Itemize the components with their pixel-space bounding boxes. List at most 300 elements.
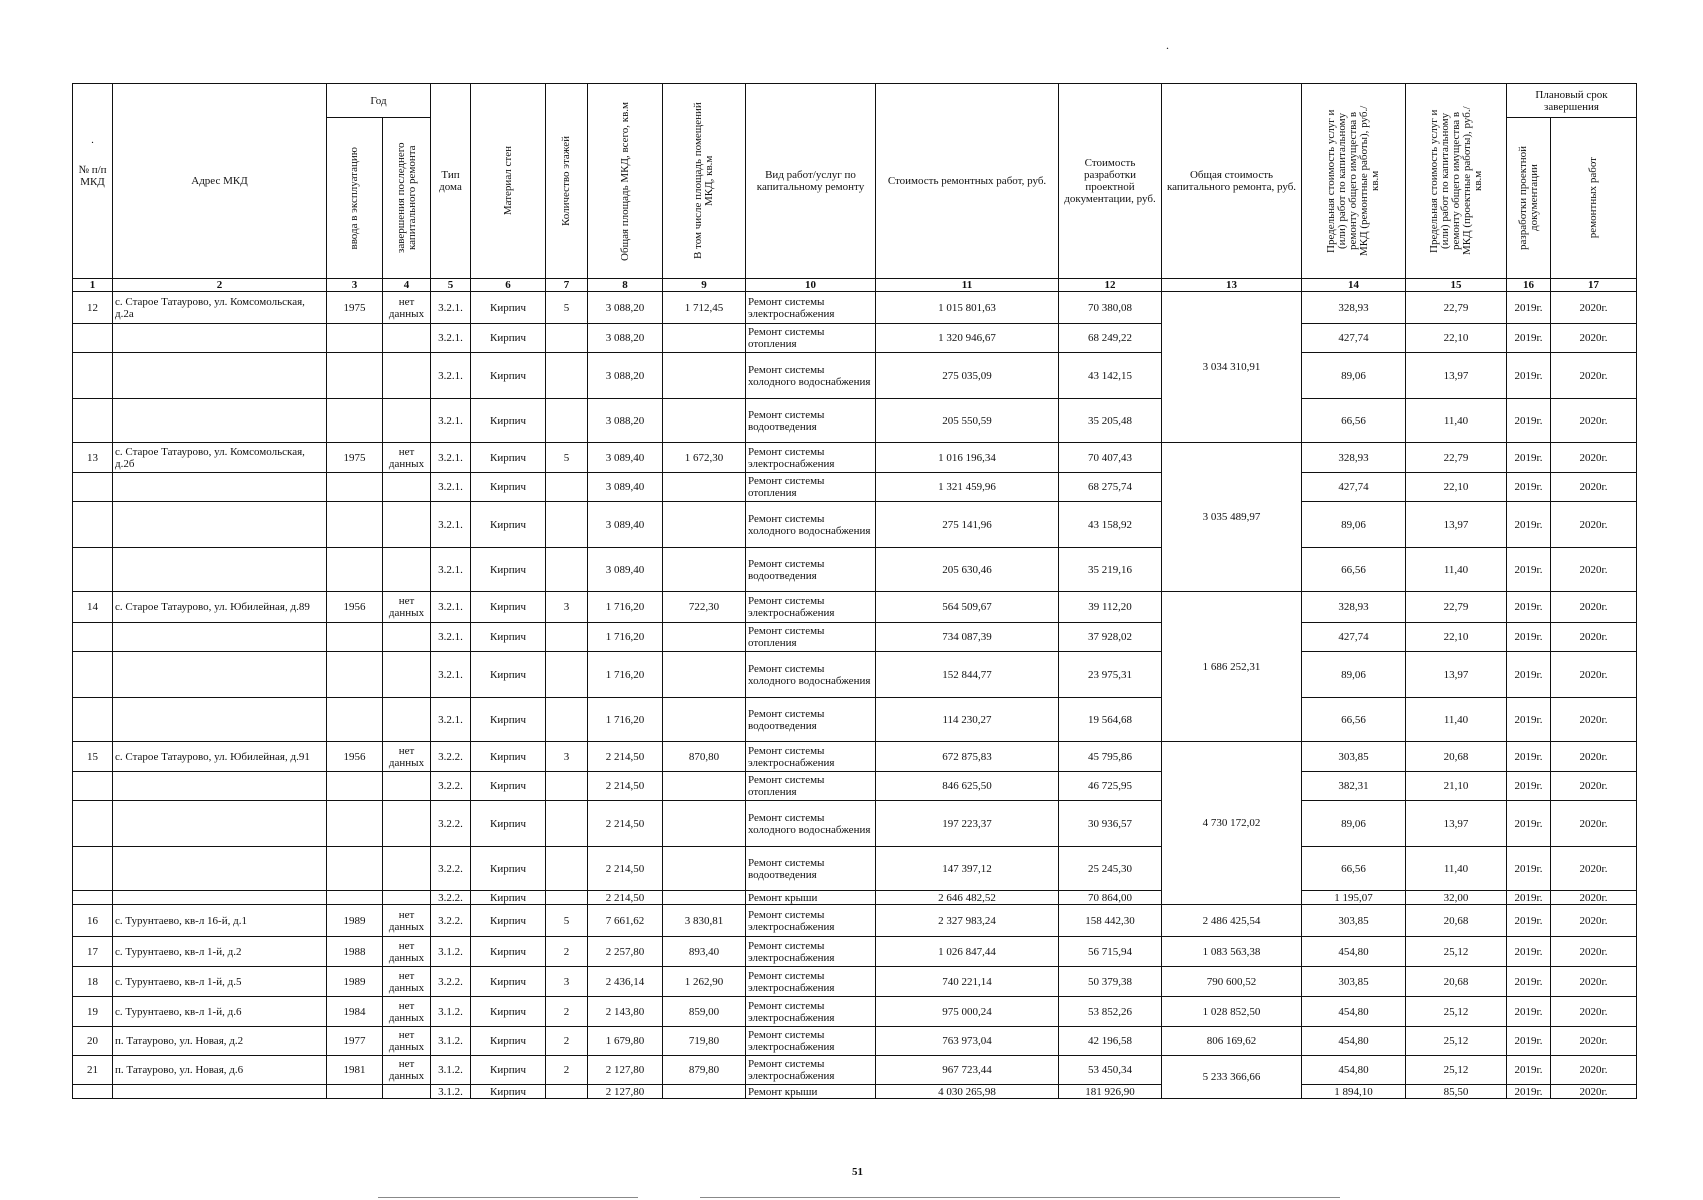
cell-limit-repair: 66,56 (1302, 847, 1406, 891)
cell-year-last-repair (383, 548, 431, 592)
cell-deadline-design: 2019г. (1507, 292, 1551, 324)
cell-repair-cost: 197 223,37 (876, 801, 1059, 847)
cell-work-type: Ремонт системы отопления (746, 473, 876, 502)
header-n: . № п/п МКД (73, 84, 113, 279)
cell-house-type: 3.1.2. (431, 1085, 471, 1099)
cell-total-cost: 4 730 172,02 (1162, 742, 1302, 905)
cell-year-last-repair (383, 473, 431, 502)
cell-mkd-number: 16 (73, 905, 113, 937)
header-design-cost: Стоимость разработки проектной документации, руб. (1059, 84, 1162, 279)
header-address: Адрес МКД (113, 84, 327, 279)
cell-total-area: 2 214,50 (588, 772, 663, 801)
cell-limit-design: 22,10 (1406, 623, 1507, 652)
cell-year-commission: 1984 (327, 997, 383, 1027)
cell-premises-area (663, 801, 746, 847)
cell-premises-area (663, 623, 746, 652)
cell-address: с. Старое Татаурово, ул. Юбилейная, д.91 (113, 742, 327, 772)
cell-work-type: Ремонт системы электроснабжения (746, 592, 876, 623)
cell-work-type: Ремонт системы холодного водоснабжения (746, 801, 876, 847)
cell-limit-design: 20,68 (1406, 905, 1507, 937)
cell-house-type: 3.2.1. (431, 502, 471, 548)
cell-repair-cost: 734 087,39 (876, 623, 1059, 652)
cell-repair-cost: 975 000,24 (876, 997, 1059, 1027)
cell-work-type: Ремонт системы электроснабжения (746, 1027, 876, 1056)
cell-limit-repair: 1 195,07 (1302, 891, 1406, 905)
cell-mkd-number (73, 473, 113, 502)
cell-address (113, 324, 327, 353)
cell-work-type: Ремонт системы электроснабжения (746, 967, 876, 997)
cell-repair-cost: 1 321 459,96 (876, 473, 1059, 502)
cell-total-cost: 5 233 366,66 (1162, 1056, 1302, 1099)
cell-year-last-repair (383, 353, 431, 399)
cell-year-commission: 1956 (327, 742, 383, 772)
cell-work-type: Ремонт системы электроснабжения (746, 1056, 876, 1085)
cell-design-cost: 39 112,20 (1059, 592, 1162, 623)
cell-year-last-repair (383, 772, 431, 801)
cell-limit-design: 11,40 (1406, 847, 1507, 891)
cell-house-type: 3.2.1. (431, 324, 471, 353)
cell-year-last-repair (383, 801, 431, 847)
cell-floors: 3 (546, 742, 588, 772)
cell-premises-area: 859,00 (663, 997, 746, 1027)
table-row (73, 502, 1637, 548)
cell-limit-repair: 1 894,10 (1302, 1085, 1406, 1099)
cell-limit-repair: 328,93 (1302, 443, 1406, 473)
cell-deadline-design: 2019г. (1507, 891, 1551, 905)
header-deadline-design: разработки проектной документации (1507, 118, 1551, 279)
cell-deadline-design: 2019г. (1507, 1085, 1551, 1099)
cell-total-area: 2 257,80 (588, 937, 663, 967)
cell-wall-material: Кирпич (471, 801, 546, 847)
cell-floors (546, 801, 588, 847)
cell-premises-area: 870,80 (663, 742, 746, 772)
cell-work-type: Ремонт системы водоотведения (746, 847, 876, 891)
cell-wall-material: Кирпич (471, 742, 546, 772)
header-total-area: Общая площадь МКД, всего, кв.м (588, 84, 663, 279)
cell-mkd-number (73, 353, 113, 399)
cell-total-area: 3 089,40 (588, 473, 663, 502)
cell-address: с. Турунтаево, кв-л 1-й, д.5 (113, 967, 327, 997)
cell-total-area: 3 088,20 (588, 324, 663, 353)
cell-design-cost: 68 249,22 (1059, 324, 1162, 353)
cell-mkd-number (73, 548, 113, 592)
cell-total-area: 2 143,80 (588, 997, 663, 1027)
cell-wall-material: Кирпич (471, 905, 546, 937)
cell-limit-design: 11,40 (1406, 399, 1507, 443)
cell-limit-design: 25,12 (1406, 997, 1507, 1027)
cell-floors: 2 (546, 997, 588, 1027)
cell-house-type: 3.2.1. (431, 443, 471, 473)
cell-deadline-repair: 2020г. (1551, 548, 1637, 592)
cell-limit-design: 11,40 (1406, 548, 1507, 592)
cell-house-type: 3.1.2. (431, 1027, 471, 1056)
cell-house-type: 3.2.2. (431, 801, 471, 847)
cell-floors (546, 891, 588, 905)
cell-deadline-design: 2019г. (1507, 473, 1551, 502)
top-mark: . (1166, 38, 1169, 52)
cell-deadline-repair: 2020г. (1551, 742, 1637, 772)
cell-repair-cost: 763 973,04 (876, 1027, 1059, 1056)
cell-floors (546, 353, 588, 399)
cell-deadline-repair: 2020г. (1551, 937, 1637, 967)
cell-limit-design: 20,68 (1406, 742, 1507, 772)
cell-wall-material: Кирпич (471, 652, 546, 698)
table-row (73, 592, 1637, 623)
cell-address (113, 652, 327, 698)
cell-mkd-number (73, 1085, 113, 1099)
cell-year-commission (327, 772, 383, 801)
cell-mkd-number: 20 (73, 1027, 113, 1056)
cell-total-area: 1 716,20 (588, 698, 663, 742)
cell-work-type: Ремонт системы холодного водоснабжения (746, 652, 876, 698)
cell-mkd-number (73, 502, 113, 548)
cell-total-area: 3 088,20 (588, 292, 663, 324)
cell-work-type: Ремонт крыши (746, 1085, 876, 1099)
cell-deadline-repair: 2020г. (1551, 905, 1637, 937)
cell-premises-area (663, 1085, 746, 1099)
header-work: Вид работ/услуг по капитальному ремонту (746, 84, 876, 279)
header-premises-area: В том числе площадь помещений МКД, кв.м (663, 84, 746, 279)
cell-deadline-design: 2019г. (1507, 592, 1551, 623)
cell-premises-area (663, 891, 746, 905)
cell-deadline-repair: 2020г. (1551, 1085, 1637, 1099)
cell-mkd-number (73, 772, 113, 801)
cell-deadline-design: 2019г. (1507, 353, 1551, 399)
table-row (73, 652, 1637, 698)
cell-address (113, 399, 327, 443)
cell-wall-material: Кирпич (471, 847, 546, 891)
cell-deadline-design: 2019г. (1507, 399, 1551, 443)
cell-design-cost: 181 926,90 (1059, 1085, 1162, 1099)
cell-wall-material: Кирпич (471, 698, 546, 742)
cell-premises-area (663, 473, 746, 502)
cell-repair-cost: 114 230,27 (876, 698, 1059, 742)
cell-work-type: Ремонт системы электроснабжения (746, 937, 876, 967)
cell-year-commission (327, 502, 383, 548)
cell-mkd-number: 19 (73, 997, 113, 1027)
cell-repair-cost: 205 550,59 (876, 399, 1059, 443)
table-row (73, 997, 1637, 1027)
cell-premises-area: 1 672,30 (663, 443, 746, 473)
cell-floors (546, 473, 588, 502)
header-floors: Количество этажей (546, 84, 588, 279)
cell-mkd-number (73, 698, 113, 742)
cell-limit-design: 22,79 (1406, 592, 1507, 623)
cell-premises-area (663, 399, 746, 443)
cell-year-last-repair: нет данных (383, 443, 431, 473)
cell-limit-design: 13,97 (1406, 502, 1507, 548)
cell-limit-design: 20,68 (1406, 967, 1507, 997)
cell-deadline-design: 2019г. (1507, 905, 1551, 937)
cell-premises-area (663, 502, 746, 548)
cell-year-commission (327, 891, 383, 905)
cell-year-commission: 1988 (327, 937, 383, 967)
cell-total-cost: 1 028 852,50 (1162, 997, 1302, 1027)
cell-wall-material: Кирпич (471, 473, 546, 502)
header-repair-cost: Стоимость ремонтных работ, руб. (876, 84, 1059, 279)
cell-floors (546, 502, 588, 548)
cell-deadline-design: 2019г. (1507, 847, 1551, 891)
cell-repair-cost: 1 016 196,34 (876, 443, 1059, 473)
cell-limit-design: 13,97 (1406, 801, 1507, 847)
cell-floors (546, 324, 588, 353)
cell-limit-repair: 328,93 (1302, 292, 1406, 324)
cell-mkd-number (73, 891, 113, 905)
cell-floors: 2 (546, 1056, 588, 1085)
cell-deadline-repair: 2020г. (1551, 399, 1637, 443)
cell-year-commission: 1977 (327, 1027, 383, 1056)
cell-house-type: 3.2.2. (431, 891, 471, 905)
cell-deadline-design: 2019г. (1507, 548, 1551, 592)
table-row (73, 698, 1637, 742)
cell-limit-repair: 454,80 (1302, 1027, 1406, 1056)
cell-mkd-number: 17 (73, 937, 113, 967)
cell-limit-design: 22,79 (1406, 443, 1507, 473)
cell-repair-cost: 2 646 482,52 (876, 891, 1059, 905)
cell-year-commission (327, 698, 383, 742)
cell-premises-area (663, 324, 746, 353)
cell-mkd-number: 15 (73, 742, 113, 772)
cell-work-type: Ремонт системы водоотведения (746, 399, 876, 443)
cell-total-area: 2 214,50 (588, 801, 663, 847)
cell-wall-material: Кирпич (471, 292, 546, 324)
header-material: Материал стен (471, 84, 546, 279)
cell-address (113, 623, 327, 652)
header-corner-mark: . (91, 134, 94, 146)
cell-deadline-repair: 2020г. (1551, 353, 1637, 399)
cell-address (113, 548, 327, 592)
cell-limit-repair: 66,56 (1302, 399, 1406, 443)
cell-wall-material: Кирпич (471, 548, 546, 592)
cell-address: с. Турунтаево, кв-л 1-й, д.6 (113, 997, 327, 1027)
table-body (73, 292, 1637, 1099)
cell-premises-area (663, 698, 746, 742)
cell-design-cost: 56 715,94 (1059, 937, 1162, 967)
cell-year-last-repair (383, 891, 431, 905)
cell-house-type: 3.2.1. (431, 292, 471, 324)
cell-year-commission (327, 353, 383, 399)
cell-year-commission (327, 324, 383, 353)
cell-year-last-repair (383, 652, 431, 698)
cell-deadline-design: 2019г. (1507, 443, 1551, 473)
cell-limit-repair: 89,06 (1302, 652, 1406, 698)
cell-address (113, 772, 327, 801)
cell-deadline-design: 2019г. (1507, 997, 1551, 1027)
cell-limit-design: 25,12 (1406, 1027, 1507, 1056)
cell-wall-material: Кирпич (471, 353, 546, 399)
cell-limit-repair: 427,74 (1302, 324, 1406, 353)
cell-year-last-repair: нет данных (383, 997, 431, 1027)
cell-design-cost: 19 564,68 (1059, 698, 1162, 742)
cell-year-last-repair: нет данных (383, 292, 431, 324)
cell-design-cost: 68 275,74 (1059, 473, 1162, 502)
cell-limit-repair: 66,56 (1302, 698, 1406, 742)
cell-deadline-repair: 2020г. (1551, 502, 1637, 548)
cell-work-type: Ремонт системы электроснабжения (746, 292, 876, 324)
cell-work-type: Ремонт крыши (746, 891, 876, 905)
cell-year-commission (327, 652, 383, 698)
cell-repair-cost: 846 625,50 (876, 772, 1059, 801)
cell-limit-repair: 89,06 (1302, 353, 1406, 399)
cell-total-area: 2 436,14 (588, 967, 663, 997)
cell-premises-area: 3 830,81 (663, 905, 746, 937)
cell-total-area: 7 661,62 (588, 905, 663, 937)
cell-limit-repair: 66,56 (1302, 548, 1406, 592)
cell-repair-cost: 967 723,44 (876, 1056, 1059, 1085)
header-year-commission: ввода в эксплуатацию (327, 118, 383, 279)
cell-premises-area: 893,40 (663, 937, 746, 967)
cell-floors: 5 (546, 905, 588, 937)
cell-design-cost: 70 380,08 (1059, 292, 1162, 324)
cell-work-type: Ремонт системы отопления (746, 324, 876, 353)
cell-limit-repair: 303,85 (1302, 742, 1406, 772)
cell-limit-design: 13,97 (1406, 353, 1507, 399)
table-row (73, 292, 1637, 324)
cell-floors (546, 772, 588, 801)
table-row (73, 623, 1637, 652)
repair-table (72, 83, 1637, 1099)
column-numbers-row: 1 2 3 4 5 6 7 8 9 10 11 12 13 14 15 16 17 (73, 279, 1637, 292)
cell-house-type: 3.2.1. (431, 353, 471, 399)
cell-deadline-design: 2019г. (1507, 698, 1551, 742)
cell-address (113, 698, 327, 742)
cell-house-type: 3.2.2. (431, 967, 471, 997)
cell-deadline-repair: 2020г. (1551, 623, 1637, 652)
cell-floors (546, 698, 588, 742)
cell-design-cost: 46 725,95 (1059, 772, 1162, 801)
cell-limit-repair: 454,80 (1302, 937, 1406, 967)
cell-design-cost: 53 450,34 (1059, 1056, 1162, 1085)
header-year-group: Год (327, 84, 431, 118)
cell-limit-repair: 382,31 (1302, 772, 1406, 801)
cell-wall-material: Кирпич (471, 1085, 546, 1099)
cell-deadline-design: 2019г. (1507, 1027, 1551, 1056)
cell-year-last-repair: нет данных (383, 742, 431, 772)
cell-mkd-number (73, 324, 113, 353)
cell-deadline-repair: 2020г. (1551, 801, 1637, 847)
cell-year-last-repair (383, 1085, 431, 1099)
bottom-scan-line (700, 1197, 1340, 1198)
cell-floors (546, 623, 588, 652)
cell-year-last-repair: нет данных (383, 1056, 431, 1085)
cell-wall-material: Кирпич (471, 592, 546, 623)
cell-house-type: 3.2.2. (431, 847, 471, 891)
table-row (73, 772, 1637, 801)
cell-repair-cost: 672 875,83 (876, 742, 1059, 772)
cell-limit-repair: 454,80 (1302, 1056, 1406, 1085)
cell-work-type: Ремонт системы холодного водоснабжения (746, 353, 876, 399)
cell-deadline-repair: 2020г. (1551, 1056, 1637, 1085)
cell-address: с. Старое Татаурово, ул. Юбилейная, д.89 (113, 592, 327, 623)
cell-address (113, 1085, 327, 1099)
cell-premises-area (663, 353, 746, 399)
cell-mkd-number (73, 847, 113, 891)
cell-limit-repair: 454,80 (1302, 997, 1406, 1027)
cell-deadline-repair: 2020г. (1551, 1027, 1637, 1056)
cell-limit-repair: 303,85 (1302, 905, 1406, 937)
cell-repair-cost: 564 509,67 (876, 592, 1059, 623)
cell-address (113, 353, 327, 399)
cell-total-area: 2 214,50 (588, 847, 663, 891)
cell-deadline-design: 2019г. (1507, 623, 1551, 652)
cell-year-commission: 1975 (327, 443, 383, 473)
cell-year-last-repair (383, 399, 431, 443)
cell-work-type: Ремонт системы электроснабжения (746, 905, 876, 937)
table-row (73, 905, 1637, 937)
cell-design-cost: 158 442,30 (1059, 905, 1162, 937)
cell-total-cost: 2 486 425,54 (1162, 905, 1302, 937)
cell-design-cost: 45 795,86 (1059, 742, 1162, 772)
cell-design-cost: 53 852,26 (1059, 997, 1162, 1027)
cell-floors: 3 (546, 967, 588, 997)
cell-year-commission: 1989 (327, 905, 383, 937)
table-row (73, 399, 1637, 443)
cell-work-type: Ремонт системы водоотведения (746, 548, 876, 592)
cell-wall-material: Кирпич (471, 772, 546, 801)
table-row (73, 1056, 1637, 1085)
cell-total-area: 3 088,20 (588, 353, 663, 399)
cell-year-commission (327, 473, 383, 502)
cell-house-type: 3.2.2. (431, 742, 471, 772)
cell-year-commission (327, 623, 383, 652)
cell-year-commission: 1981 (327, 1056, 383, 1085)
cell-floors: 2 (546, 1027, 588, 1056)
cell-address: п. Татаурово, ул. Новая, д.2 (113, 1027, 327, 1056)
table-row (73, 801, 1637, 847)
cell-wall-material: Кирпич (471, 1056, 546, 1085)
cell-year-last-repair (383, 324, 431, 353)
cell-design-cost: 50 379,38 (1059, 967, 1162, 997)
cell-deadline-repair: 2020г. (1551, 652, 1637, 698)
cell-deadline-repair: 2020г. (1551, 997, 1637, 1027)
cell-limit-design: 32,00 (1406, 891, 1507, 905)
cell-limit-design: 22,10 (1406, 324, 1507, 353)
page-number: 51 (852, 1166, 863, 1178)
cell-year-commission (327, 399, 383, 443)
cell-year-commission: 1956 (327, 592, 383, 623)
cell-deadline-design: 2019г. (1507, 742, 1551, 772)
cell-year-commission (327, 847, 383, 891)
cell-mkd-number: 14 (73, 592, 113, 623)
cell-total-area: 2 214,50 (588, 742, 663, 772)
cell-mkd-number (73, 399, 113, 443)
cell-design-cost: 35 219,16 (1059, 548, 1162, 592)
cell-premises-area (663, 847, 746, 891)
header-type: Тип дома (431, 84, 471, 279)
cell-address: с. Турунтаево, кв-л 1-й, д.2 (113, 937, 327, 967)
cell-deadline-design: 2019г. (1507, 967, 1551, 997)
header-limit-repair: Предельная стоимость услуг и (или) работ по капитальному ремонту общего имущества в МКД (ремонтные работы), руб./кв.м (1302, 84, 1406, 279)
cell-year-last-repair (383, 698, 431, 742)
cell-total-cost: 806 169,62 (1162, 1027, 1302, 1056)
cell-address: п. Татаурово, ул. Новая, д.6 (113, 1056, 327, 1085)
cell-deadline-design: 2019г. (1507, 801, 1551, 847)
table-row (73, 1085, 1637, 1099)
cell-wall-material: Кирпич (471, 399, 546, 443)
cell-work-type: Ремонт системы водоотведения (746, 698, 876, 742)
cell-year-commission (327, 1085, 383, 1099)
cell-house-type: 3.2.1. (431, 698, 471, 742)
cell-wall-material: Кирпич (471, 623, 546, 652)
cell-design-cost: 43 142,15 (1059, 353, 1162, 399)
cell-repair-cost: 205 630,46 (876, 548, 1059, 592)
table-row (73, 937, 1637, 967)
cell-mkd-number (73, 801, 113, 847)
cell-premises-area (663, 548, 746, 592)
header-total-cost: Общая стоимость капитального ремонта, руб. (1162, 84, 1302, 279)
cell-repair-cost: 2 327 983,24 (876, 905, 1059, 937)
cell-work-type: Ремонт системы электроснабжения (746, 997, 876, 1027)
